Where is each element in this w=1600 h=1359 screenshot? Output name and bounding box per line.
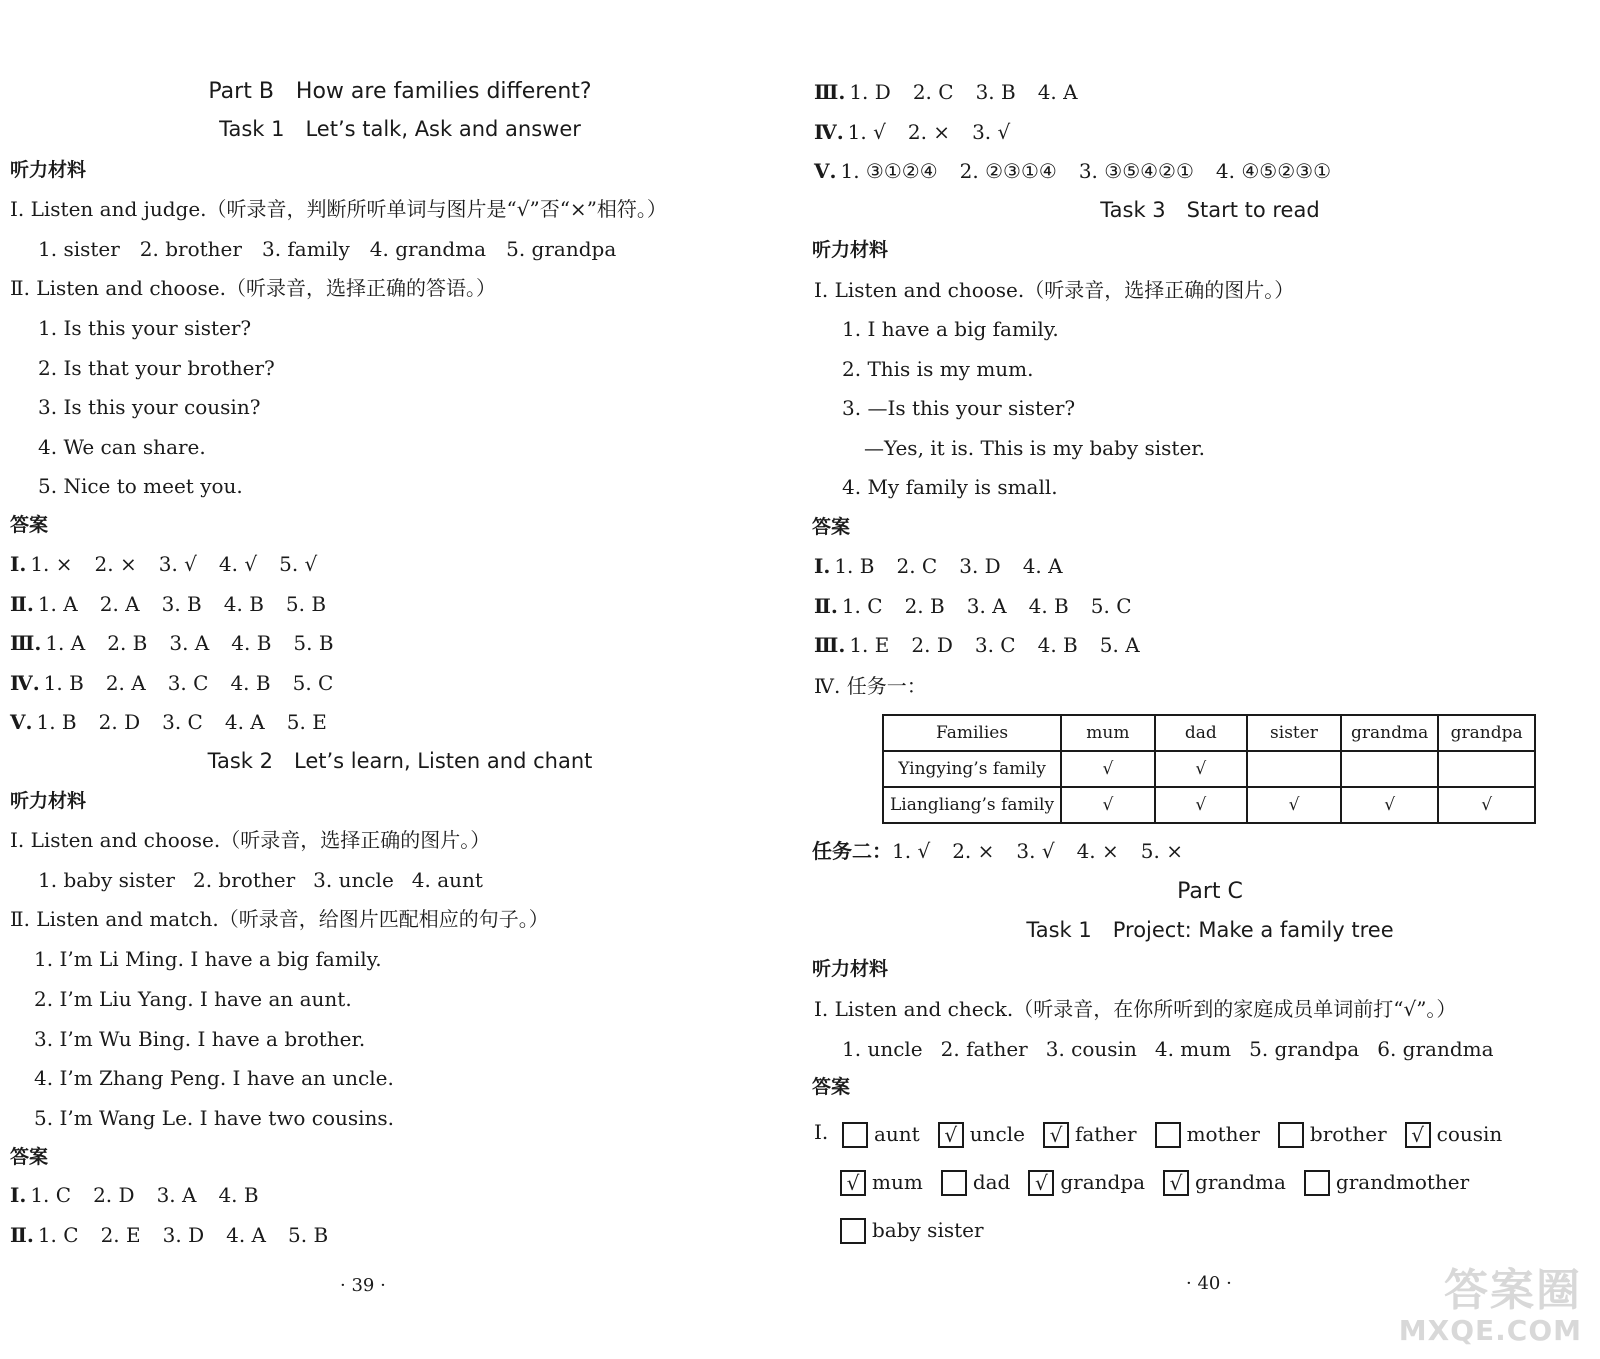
checkbox-label: uncle <box>969 1121 1025 1146</box>
answer-row <box>10 629 356 657</box>
item: 1. ③①②④ <box>840 159 938 183</box>
checkbox-label: grandmother <box>1335 1169 1470 1194</box>
task1-title: Task 1 Let’s talk, Ask and answer <box>219 117 581 141</box>
item: 2. A <box>105 670 146 695</box>
item: 5. E <box>286 710 327 734</box>
item: 2. D <box>98 710 141 734</box>
item: 1. C <box>841 593 883 618</box>
answer-label: 答案 <box>812 1076 851 1098</box>
part-c-section-1-instruction: Ⅰ. Listen and check.（听录音，在你所听到的家庭成员单词前打“√”。） <box>814 997 1457 1021</box>
checkbox-item <box>1405 1118 1503 1150</box>
item: 3. cousin <box>1045 1037 1137 1061</box>
sentence: 2. Is that your brother? <box>38 355 275 380</box>
sentence: 1. Is this your sister? <box>38 316 252 340</box>
item: 2. C <box>912 80 954 104</box>
table-header-cell: grandpa <box>1438 715 1535 751</box>
item: 3. C <box>167 670 209 695</box>
item: 2. B <box>904 593 945 618</box>
item: 5. grandpa <box>506 237 617 261</box>
item: 4. A <box>1022 554 1063 578</box>
sentence: 2. This is my mum. <box>842 357 1034 381</box>
item: 1. B <box>43 670 84 695</box>
empty-box-icon <box>842 1122 868 1148</box>
watermark-logo <box>1398 1265 1582 1347</box>
item: 2. × <box>952 839 995 863</box>
item: 1. C <box>30 1183 72 1207</box>
item: 1. D <box>849 80 891 104</box>
item: 3. C <box>162 710 203 734</box>
checkbox-label: father <box>1074 1121 1137 1146</box>
sentence: 4. I’m Zhang Peng. I have an uncle. <box>34 1066 394 1091</box>
answer-label: 答案 <box>10 514 49 536</box>
answer-row-number: Ⅱ. <box>10 591 34 616</box>
answer-row-number: Ⅱ. <box>814 593 838 618</box>
sentence: 4. We can share. <box>38 434 206 459</box>
checkbox-label: baby sister <box>872 1217 984 1242</box>
listening-label: 听力材料 <box>10 159 87 181</box>
item: 4. aunt <box>411 868 483 892</box>
checkbox-item <box>842 1118 920 1150</box>
item: 1. E <box>849 633 890 657</box>
watermark-url: MXQE.COM <box>1398 1314 1582 1347</box>
task2-title: Task 2 Let’s learn, Listen and chant <box>207 749 593 773</box>
answer-row-number: Ⅰ. <box>10 1183 27 1207</box>
sentence: 5. Nice to meet you. <box>38 474 243 498</box>
checkbox-label: grandpa <box>1060 1169 1146 1194</box>
empty-box-icon <box>941 1170 967 1196</box>
table-header-cell: mum <box>1061 715 1155 751</box>
item: 2. E <box>100 1222 141 1247</box>
item: 2. × <box>94 552 137 576</box>
item: 3. uncle <box>313 868 394 892</box>
sentence: 1. I have a big family. <box>842 317 1059 341</box>
answer-row <box>814 552 1085 580</box>
table-cell: Yingying’s family <box>883 751 1061 787</box>
table-row <box>883 751 1535 787</box>
table-cell: Liangliang’s family <box>883 787 1061 823</box>
item: 4. B <box>230 670 271 695</box>
answer-row <box>10 590 348 618</box>
item: 5. B <box>293 631 334 655</box>
item: 6. grandma <box>1377 1037 1494 1061</box>
answer-row <box>10 1221 350 1249</box>
item: 5. grandpa <box>1249 1037 1360 1061</box>
answer-row <box>10 550 339 578</box>
task-two-answers <box>812 837 1205 865</box>
checked-box-icon: √ <box>840 1170 866 1196</box>
table-header-cell: dad <box>1155 715 1247 751</box>
task2-section-1-words <box>38 866 501 894</box>
checkbox-item <box>941 1166 1011 1198</box>
item: 3. √ <box>972 119 1011 144</box>
checkbox-item <box>1155 1118 1260 1150</box>
item: 1. √ <box>892 839 931 863</box>
item: 4. B <box>218 1183 259 1207</box>
part-c-task1-title-text: Task 1 Project: Make a family tree <box>1026 918 1394 942</box>
item: 4. A <box>1037 80 1078 104</box>
item: 3. B <box>161 591 202 616</box>
item: 5. C <box>292 670 334 695</box>
item: 1. uncle <box>842 1037 923 1061</box>
task3-section-1-instruction: Ⅰ. Listen and choose.（听录音，选择正确的图片。） <box>814 278 1295 302</box>
task2-section-2-instruction: Ⅱ. Listen and match.（听录音，给图片匹配相应的句子。） <box>10 907 549 931</box>
answer-row <box>10 708 349 736</box>
sentence: 2. I’m Liu Yang. I have an aunt. <box>34 986 352 1011</box>
task3-title-text: Task 3 Start to read <box>1100 198 1320 222</box>
page-number: · 40 · <box>1186 1273 1232 1294</box>
checkbox-label: cousin <box>1436 1121 1503 1146</box>
answer-row-number: Ⅰ. <box>814 554 831 578</box>
table-header-cell: sister <box>1247 715 1341 751</box>
item: 1. baby sister <box>38 868 175 892</box>
answer-row-number: Ⅲ. <box>10 631 42 655</box>
task3-section-4-label: Ⅳ. 任务一： <box>814 674 927 698</box>
item: 2. brother <box>139 237 242 261</box>
item: 3. B <box>975 80 1016 104</box>
table-cell <box>1438 751 1535 787</box>
checkbox-item <box>938 1118 1025 1150</box>
answer-row-number: Ⅱ. <box>10 1222 34 1247</box>
answer-row <box>10 669 355 697</box>
item: 4. ④⑤②③① <box>1215 159 1332 183</box>
empty-box-icon <box>1155 1122 1181 1148</box>
item: 3. D <box>162 1222 205 1247</box>
table-cell: √ <box>1061 787 1155 823</box>
item: 3. C <box>974 633 1016 657</box>
checkbox-item <box>1028 1166 1145 1198</box>
answer-row <box>814 592 1154 620</box>
empty-box-icon <box>1304 1170 1330 1196</box>
item: 2. B <box>107 631 148 655</box>
answer-row <box>814 157 1353 185</box>
table-row <box>883 787 1535 823</box>
item: 3. A <box>169 631 210 655</box>
answer-row <box>814 118 1032 146</box>
item: 2. ②③①④ <box>959 159 1057 183</box>
empty-box-icon <box>840 1218 866 1244</box>
task1-section-1-instruction: Ⅰ. Listen and judge.（听录音，判断所听单词与图片是“√”否“×”相符。） <box>10 197 667 221</box>
checkbox-label: aunt <box>874 1121 920 1146</box>
checkbox-label: grandma <box>1195 1169 1286 1194</box>
right-page <box>800 0 1600 1359</box>
table-cell <box>1341 751 1438 787</box>
task2-section-1-instruction: Ⅰ. Listen and choose.（听录音，选择正确的图片。） <box>10 828 491 852</box>
checkbox-item <box>1043 1118 1137 1150</box>
checkbox-row <box>840 1212 1002 1246</box>
item: 1. A <box>45 631 86 655</box>
item: 1. sister <box>38 237 120 261</box>
sentence: 1. I’m Li Ming. I have a big family. <box>34 947 382 971</box>
checkbox-label: mother <box>1186 1121 1260 1146</box>
item: 2. C <box>896 554 938 578</box>
answer-row <box>10 1181 281 1209</box>
page-number: · 39 · <box>340 1275 386 1296</box>
table-cell: √ <box>1438 787 1535 823</box>
answer-row-number: Ⅲ. <box>814 633 846 657</box>
sentence: 4. My family is small. <box>842 475 1058 499</box>
table-header-cell: Families <box>883 715 1061 751</box>
part-b-title: Part B How are families different? <box>208 79 592 104</box>
item: 2. brother <box>192 868 296 892</box>
table-header-cell: grandma <box>1341 715 1438 751</box>
item: 3. √ <box>158 552 197 576</box>
answer-label: 答案 <box>812 516 851 538</box>
item: 4. × <box>1076 839 1119 863</box>
checkbox-item <box>840 1214 984 1246</box>
item: 5. A <box>1099 633 1140 657</box>
part-c-title-text: Part C <box>1177 879 1243 904</box>
answer-row-number: Ⅳ. <box>814 119 844 144</box>
sentence: 3. Is this your cousin? <box>38 395 261 419</box>
table-cell: √ <box>1155 787 1247 823</box>
family-table <box>882 714 1536 824</box>
answer-row-number: Ⅰ. <box>10 552 27 576</box>
checked-box-icon: √ <box>1163 1170 1189 1196</box>
table-header-row <box>883 715 1535 751</box>
table-cell: √ <box>1061 751 1155 787</box>
sentence: 3. I’m Wu Bing. I have a brother. <box>34 1026 366 1051</box>
item: 4. B <box>231 631 272 655</box>
item: 4. √ <box>218 552 258 576</box>
item: 1. √ <box>847 119 886 144</box>
checked-box-icon: √ <box>1405 1122 1431 1148</box>
item: 1. C <box>37 1222 79 1247</box>
item: 5. B <box>285 591 327 616</box>
answer-row-number: Ⅴ. <box>814 159 837 183</box>
item: 4. B <box>223 591 264 616</box>
checkbox-label: brother <box>1309 1121 1387 1146</box>
answer-label: 答案 <box>10 1146 49 1168</box>
item: 4. B <box>1037 633 1078 657</box>
empty-box-icon <box>1278 1122 1304 1148</box>
checkbox-label: mum <box>872 1169 923 1194</box>
table-cell: √ <box>1341 787 1438 823</box>
item: 2. A <box>99 591 140 616</box>
listening-label: 听力材料 <box>812 958 889 980</box>
answer-row-number: Ⅳ. <box>10 670 40 695</box>
item: 3. family <box>261 237 350 261</box>
item: 2. father <box>940 1037 1028 1061</box>
checkbox-item <box>1163 1166 1286 1198</box>
item: 5. × <box>1140 839 1183 863</box>
table-cell <box>1247 751 1341 787</box>
listening-label: 听力材料 <box>812 239 889 261</box>
item: 2. D <box>911 633 953 657</box>
checkbox-item <box>840 1166 923 1198</box>
checkbox-row <box>840 1164 1487 1198</box>
sentence: —Yes, it is. This is my baby sister. <box>864 436 1206 460</box>
task1-section-2-instruction: Ⅱ. Listen and choose.（听录音，选择正确的答语。） <box>10 276 496 300</box>
item: 4. mum <box>1154 1037 1232 1061</box>
checkbox-item <box>1278 1118 1387 1150</box>
sentence: 3. —Is this your sister? <box>842 396 1076 420</box>
item: 3. ③⑤④②① <box>1078 159 1194 183</box>
item: 3. √ <box>1016 839 1055 863</box>
item: 3. D <box>959 554 1001 578</box>
part-c-answer-roman: Ⅰ. <box>814 1120 829 1144</box>
item: 5. C <box>1090 593 1132 618</box>
answer-row-number: Ⅲ. <box>814 80 846 104</box>
answer-row-number: Ⅴ. <box>10 710 33 734</box>
item: 4. grandma <box>369 237 487 261</box>
item: 1. B <box>834 554 875 578</box>
watermark-text: 答案圈 <box>1444 1265 1582 1316</box>
checked-box-icon: √ <box>1043 1122 1069 1148</box>
item: 1. × <box>30 552 73 576</box>
part-c-section-1-words <box>842 1035 1512 1063</box>
item: 2. × <box>907 119 951 144</box>
table-cell: √ <box>1247 787 1341 823</box>
task-two-label: 任务二： <box>812 839 892 863</box>
item: 4. A <box>226 1222 266 1247</box>
checked-box-icon: √ <box>1028 1170 1054 1196</box>
item: 2. D <box>93 1183 135 1207</box>
checkbox-row <box>842 1116 1520 1150</box>
item: 3. A <box>156 1183 197 1207</box>
answer-row <box>814 631 1162 659</box>
item: 3. A <box>966 593 1007 618</box>
item: 4. B <box>1028 593 1069 618</box>
item: 4. A <box>224 710 265 734</box>
answer-row <box>814 78 1100 106</box>
checkbox-item <box>1304 1166 1469 1198</box>
item: 1. B <box>36 710 77 734</box>
item: 5. √ <box>279 552 318 576</box>
checked-box-icon: √ <box>938 1122 964 1148</box>
item: 1. A <box>37 591 78 616</box>
checkbox-label: dad <box>972 1169 1011 1194</box>
table-cell: √ <box>1155 751 1247 787</box>
item: 5. B <box>288 1222 329 1247</box>
listening-label: 听力材料 <box>10 790 87 812</box>
task1-section-1-words <box>38 235 636 263</box>
sentence: 5. I’m Wang Le. I have two cousins. <box>34 1106 395 1131</box>
